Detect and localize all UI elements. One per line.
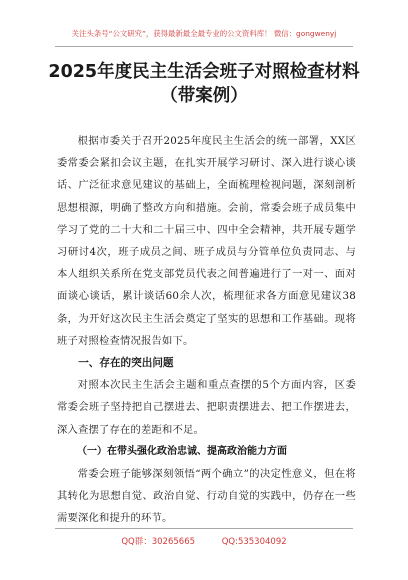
intro-paragraph: 根据市委关于召开2025年度民主生活会的统一部署，XX区委常委会紧扣会议主题，在扎实开展学习研讨、深入进行谈心谈话、广泛征求意见建议的基础上，全面梳理检视问题，深刻剖析思想根源，明确了整改方向和措施。会前，常委会班子成员集中学习了党的二十大和二十届三中、四中全会精神，共开展专题学习研讨4次，班子成员之间、班子成员与分管单位负责同志、与本人组织关系所在党支部党员代表之间普遍进行了一对一、面对面谈心谈话，累计谈话60余人次，梳理征求各方面意见建议38条，为开好这次民主生活会奠定了坚实的思想和工作基础。现将班子对照检查情况报告如下。: [57, 135, 356, 347]
section-1-paragraph: 对照本次民主生活会主题和重点查摆的5个方面内容，区委常委会班子坚持把自己摆进去、把职责摆进去、把工作摆进去，深入查摆了存在的差距和不足。: [57, 379, 356, 436]
document-title: [40, 60, 368, 108]
footer-qq: QQ:535304092: [221, 537, 287, 547]
header-banner: 关注头条号“公文研究”，获得最新最全最专业的公文资料库！ 微信：gongwenyj: [55, 18, 353, 47]
footer-qq-group: QQ群：30265665: [121, 537, 196, 547]
subsection-1-paragraph: 常委会班子能够深刻领悟“两个确立”的决定性意义，但在将其转化为思想自觉、政治自觉、行动自觉的实践中，仍存在一些需要深化和提升的环节。: [57, 468, 356, 525]
footer-contact: [55, 528, 353, 547]
subsection-1-heading: （一）在带头强化政治忠诚、提高政治能力方面: [77, 445, 287, 457]
title-line-1: 2025年度民主生活会班子对照检查材料: [48, 62, 360, 82]
title-line-2: （带案例）: [160, 86, 248, 106]
document-body: [57, 130, 356, 530]
section-1-heading: 一、存在的突出问题: [78, 357, 174, 370]
